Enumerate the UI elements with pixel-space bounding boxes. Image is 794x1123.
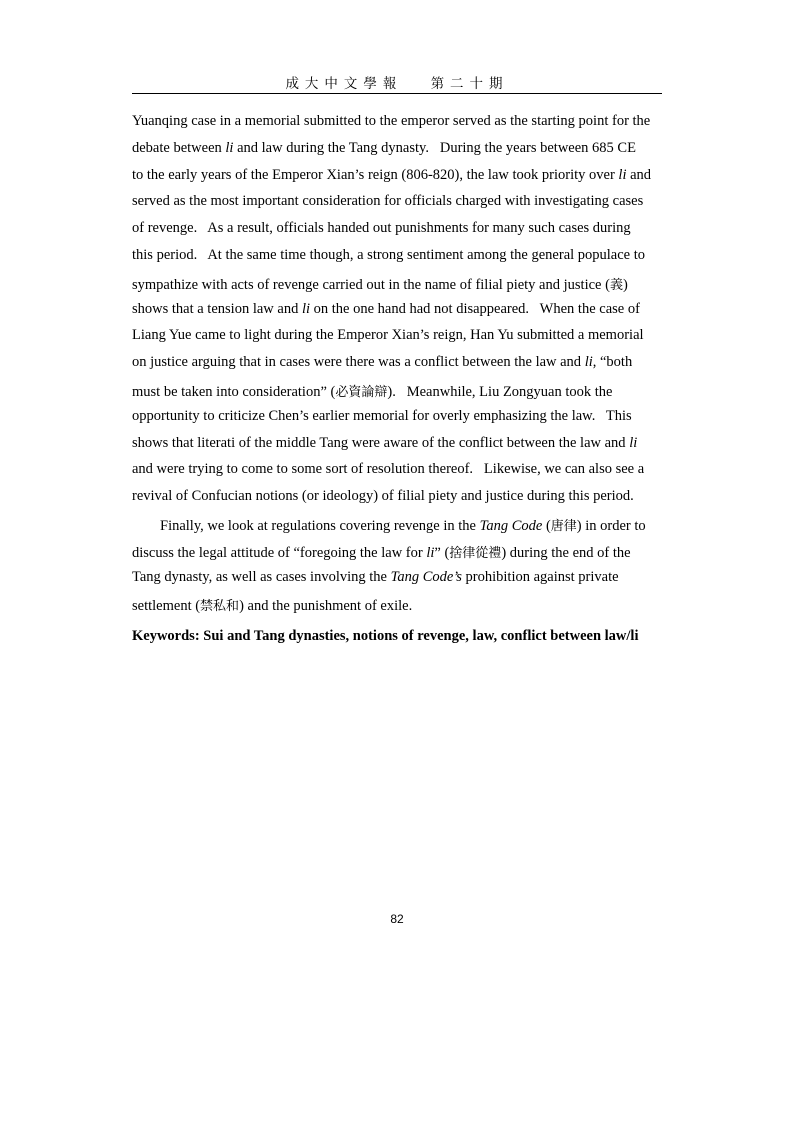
page-number: 82 bbox=[390, 912, 404, 926]
text-line bbox=[132, 327, 662, 354]
text-line bbox=[132, 435, 662, 462]
text-segment: Finally, we look at regulations covering revenge in the Tang Code (唐律) in order to bbox=[160, 517, 646, 534]
text-line bbox=[132, 301, 662, 328]
text-segment: Liang Yue came to light during the Emperor Xian’s reign, Han Yu submitted a memorial bbox=[132, 327, 644, 344]
journal-title: 成大中文學報 bbox=[285, 76, 403, 91]
header-spacer bbox=[402, 72, 430, 88]
text-segment: shows that literati of the middle Tang were aware of the conflict between the law and li bbox=[132, 434, 638, 451]
text-line bbox=[132, 461, 662, 488]
text-line bbox=[132, 140, 662, 167]
text-line bbox=[132, 354, 662, 381]
chinese-term: 必資論辯 bbox=[335, 383, 388, 399]
text-segment: shows that a tension law and li on the one hand had not disappeared. When the case of bbox=[132, 300, 640, 317]
chinese-term: 義 bbox=[609, 276, 623, 292]
abstract-body bbox=[132, 113, 662, 622]
text-segment: discuss the legal attitude of “foregoing the law for li” (捨律從禮) during the end of the bbox=[132, 544, 631, 561]
issue-number: 第二十期 bbox=[430, 76, 509, 91]
italic-term: Tang Code bbox=[479, 517, 543, 534]
text-line bbox=[132, 569, 662, 596]
italic-term: li bbox=[584, 354, 593, 371]
text-segment: served as the most important consideration for officials charged with investigating cases bbox=[132, 193, 644, 210]
text-line bbox=[132, 113, 662, 140]
text-segment: to the early years of the Emperor Xian’s reign (806-820), the law took priority over li and bbox=[132, 166, 652, 183]
text-line bbox=[132, 274, 662, 301]
text-line bbox=[132, 488, 662, 515]
text-segment: and were trying to come to some sort of resolution thereof. Likewise, we can also see a bbox=[132, 461, 645, 478]
running-header bbox=[132, 72, 662, 94]
text-segment: opportunity to criticize Chen’s earlier memorial for overly emphasizing the law. This bbox=[132, 407, 632, 424]
chinese-term: 捨律從禮 bbox=[449, 544, 502, 560]
italic-term: li bbox=[426, 544, 435, 561]
italic-term: Tang Code’s bbox=[390, 568, 462, 585]
text-segment: on justice arguing that in cases were there was a conflict between the law and li, “both bbox=[132, 354, 633, 371]
text-line bbox=[132, 220, 662, 247]
text-segment: sympathize with acts of revenge carried out in the name of filial piety and justice (義) bbox=[132, 276, 628, 293]
text-line bbox=[132, 247, 662, 274]
text-line bbox=[132, 167, 662, 194]
italic-term: li bbox=[301, 300, 311, 317]
text-segment: Yuanqing case in a memorial submitted to the emperor served as the starting point for the bbox=[132, 113, 651, 129]
text-line bbox=[132, 193, 662, 220]
italic-term: li bbox=[618, 166, 627, 183]
text-segment: must be taken into consideration” (必資論辯). Meanwhile, Liu Zongyuan took the bbox=[132, 383, 613, 400]
text-line bbox=[132, 381, 662, 408]
chinese-term: 禁私和 bbox=[200, 598, 240, 614]
text-line bbox=[132, 542, 662, 569]
text-segment: of revenge. As a result, officials handed out punishments for many such cases during bbox=[132, 220, 631, 237]
keywords: Keywords: Sui and Tang dynasties, notions of revenge, law, conflict between law/li bbox=[132, 628, 639, 644]
text-segment: Tang dynasty, as well as cases involving the Tang Code’s prohibition against private bbox=[132, 568, 619, 585]
text-segment: revival of Confucian notions (or ideology) of filial piety and justice during this period. bbox=[132, 488, 634, 505]
text-segment: debate between li and law during the Tang dynasty. During the years between 685 CE bbox=[132, 139, 636, 156]
chinese-term: 唐律 bbox=[550, 517, 577, 533]
italic-term: li bbox=[225, 139, 234, 156]
text-segment: settlement (禁私和) and the punishment of exile. bbox=[132, 598, 413, 615]
text-segment: this period. At the same time though, a strong sentiment among the general populace to bbox=[132, 246, 646, 263]
text-line bbox=[132, 595, 662, 622]
text-line bbox=[132, 408, 662, 435]
italic-term: li bbox=[629, 434, 638, 451]
text-line bbox=[132, 515, 662, 542]
